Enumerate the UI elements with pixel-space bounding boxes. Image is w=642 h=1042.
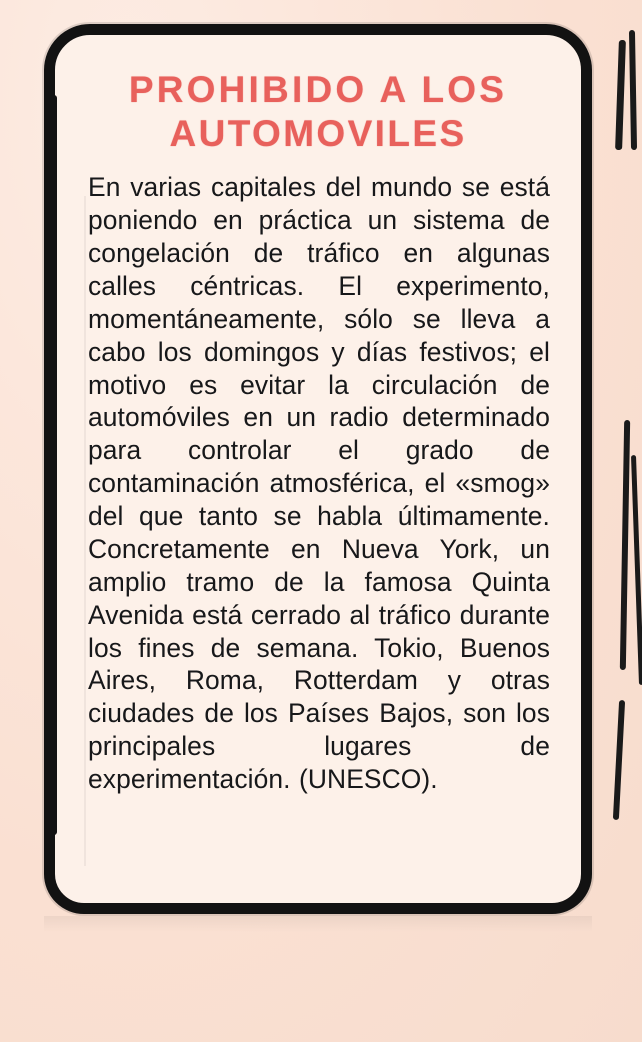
article-paragraph-wrapper — [88, 171, 550, 796]
adjacent-ink-mark — [631, 455, 642, 685]
article-body — [88, 171, 560, 806]
article-paragraph: En varias capitales del mundo se está poniendo en práctica un sistema de congelación de tráfico en algunas calles céntricas. El experimento, momentáneamente, sólo se lleva a cabo los domingos y días festivos; el motivo es evitar la circulación de automóviles en un radio determinado para controlar el grado de contaminación atmosférica, el «smog» del que tanto se habla últimamente. Concretamente en Nueva York, un amplio tramo de la famosa Quinta Avenida está cerrado al tráfico durante los fines de semana. Tokio, Buenos Aires, Roma, Rotterdam y otras ciudades de los Países Bajos, son los principales lugares de experimentación. (UNESCO). — [88, 172, 550, 795]
adjacent-clipping-fragment — [608, 0, 642, 1042]
adjacent-ink-mark — [615, 40, 626, 150]
news-clipping — [44, 24, 592, 914]
clipping-content — [66, 46, 570, 892]
headline — [66, 46, 570, 157]
column-rule — [84, 196, 86, 866]
clipping-bottom-shadow — [44, 916, 592, 932]
clipping-border — [44, 24, 592, 914]
headline-line-2: AUTOMOVILES — [169, 112, 467, 154]
adjacent-ink-mark — [629, 30, 637, 150]
headline-line-1: PROHIBIDO A LOS — [128, 69, 508, 110]
adjacent-ink-mark — [613, 700, 625, 820]
adjacent-ink-mark — [620, 420, 630, 670]
